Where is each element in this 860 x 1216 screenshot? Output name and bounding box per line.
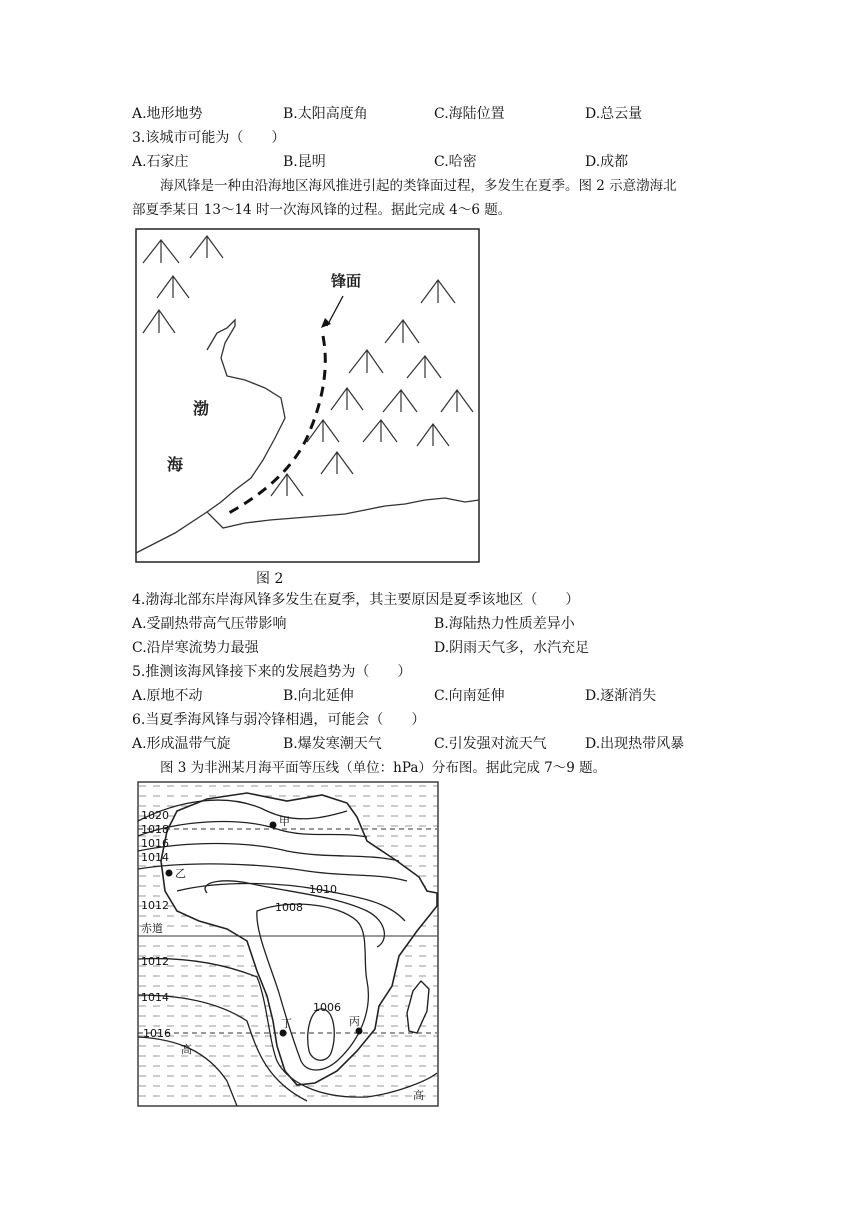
q4-option-c: C.沿岸寒流势力最强 bbox=[132, 640, 259, 656]
q2-option-b: B.太阳高度角 bbox=[283, 106, 368, 122]
q5-stem: 5.推测该海风锋接下来的发展趋势为（ ） bbox=[132, 664, 412, 680]
point-yi-marker bbox=[166, 870, 173, 877]
intro-3: 图 3 为非洲某月海平面等压线（单位：hPa）分布图。据此完成 7～9 题。 bbox=[160, 760, 607, 776]
q3-option-d: D.成都 bbox=[585, 154, 629, 170]
figure-2-caption: 图 2 bbox=[256, 571, 284, 587]
q3-option-a: A.石家庄 bbox=[132, 154, 189, 170]
q4-option-a: A.受副热带高气压带影响 bbox=[132, 616, 287, 632]
sea-label-2: 海 bbox=[167, 455, 184, 474]
q4-stem: 4.渤海北部东岸海风锋多发生在夏季，其主要原因是夏季该地区（ ） bbox=[132, 592, 580, 608]
figure-2-sea-breeze-front bbox=[135, 228, 480, 563]
q2-option-d: D.总云量 bbox=[585, 106, 643, 122]
point-bing-label: 丙 bbox=[349, 1015, 360, 1028]
q4-option-d: D.阴雨天气多，水汽充足 bbox=[434, 640, 590, 656]
point-ding-label: 丁 bbox=[281, 1017, 292, 1030]
q4-option-b: B.海陆热力性质差异小 bbox=[434, 616, 575, 632]
isobar-label-1020: 1020 bbox=[141, 809, 169, 822]
isobar-label-1012-south: 1012 bbox=[141, 955, 169, 968]
equator-label: 赤道 bbox=[141, 922, 163, 935]
isobar-label-1010: 1010 bbox=[309, 883, 337, 896]
q6-stem: 6.当夏季海风锋与弱冷锋相遇，可能会（ ） bbox=[132, 712, 426, 728]
q3-option-b: B.昆明 bbox=[283, 154, 326, 170]
intro-2-line-1: 海风锋是一种由沿海地区海风推进引起的类锋面过程，多发生在夏季。图 2 示意渤海北 bbox=[160, 178, 677, 194]
q5-option-b: B.向北延伸 bbox=[283, 688, 354, 704]
isobar-label-1006: 1006 bbox=[313, 1001, 341, 1014]
point-yi-label: 乙 bbox=[175, 867, 186, 880]
isobar-label-1014-north: 1014 bbox=[141, 851, 169, 864]
q3-option-c: C.哈密 bbox=[434, 154, 477, 170]
isobar-label-1012-north: 1012 bbox=[141, 899, 169, 912]
q6-option-d: D.出现热带风暴 bbox=[585, 736, 685, 752]
q6-option-b: B.爆发寒潮天气 bbox=[283, 736, 382, 752]
front-label: 锋面 bbox=[331, 272, 362, 290]
q5-option-d: D.逐渐消失 bbox=[585, 688, 657, 704]
point-bing-marker bbox=[356, 1028, 363, 1035]
isobar-label-1016-south: 1016 bbox=[143, 1027, 171, 1040]
q5-option-a: A.原地不动 bbox=[132, 688, 203, 704]
sea-label-1: 渤 bbox=[193, 399, 210, 418]
point-jia-marker bbox=[270, 822, 277, 829]
isobar-label-1016-north: 1016 bbox=[141, 837, 169, 850]
q6-option-a: A.形成温带气旋 bbox=[132, 736, 231, 752]
point-jia-label: 甲 bbox=[279, 815, 290, 828]
intro-2-line-2: 部夏季某日 13～14 时一次海风锋的过程。据此完成 4～6 题。 bbox=[132, 202, 512, 218]
point-ding-marker bbox=[280, 1030, 287, 1037]
q2-option-c: C.海陆位置 bbox=[434, 106, 505, 122]
high-pressure-label-2: 高 bbox=[413, 1089, 424, 1102]
q5-option-c: C.向南延伸 bbox=[434, 688, 505, 704]
figure-3-africa-isobars bbox=[137, 781, 439, 1107]
q3-stem: 3.该城市可能为（ ） bbox=[132, 130, 286, 146]
isobar-label-1018: 1018 bbox=[141, 823, 169, 836]
high-pressure-label-1: 高 bbox=[181, 1043, 192, 1056]
q2-option-a: A.地形地势 bbox=[132, 106, 203, 122]
isobar-label-1014-south: 1014 bbox=[141, 991, 169, 1004]
isobar-label-1008: 1008 bbox=[275, 901, 303, 914]
q6-option-c: C.引发强对流天气 bbox=[434, 736, 547, 752]
